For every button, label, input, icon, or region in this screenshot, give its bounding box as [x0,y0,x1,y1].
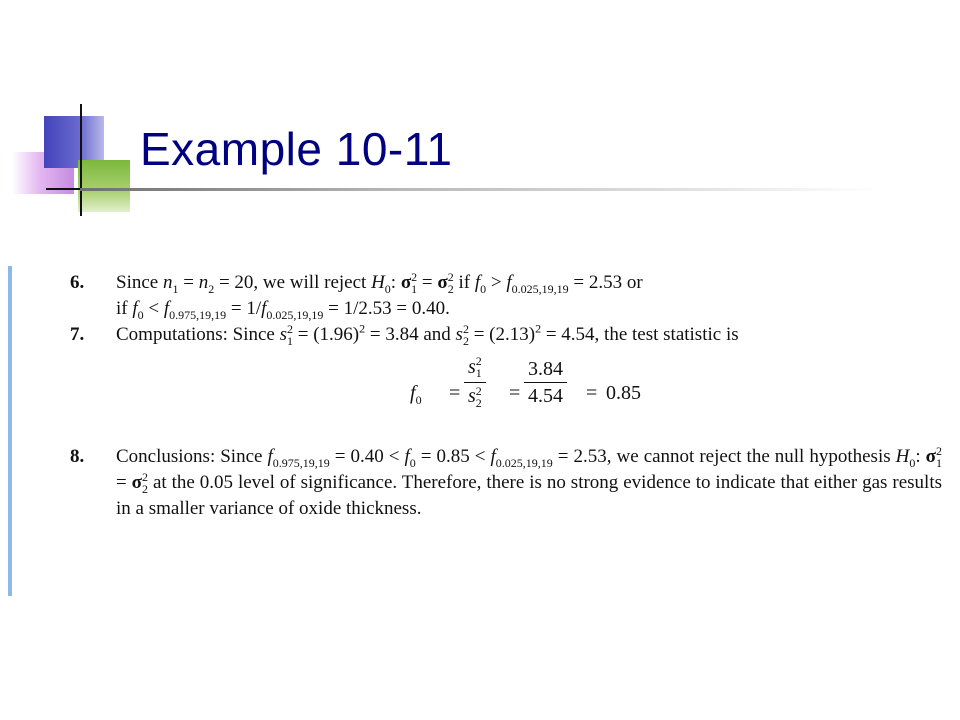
test-statistic-value: 0.85 [606,382,641,404]
slide-title: Example 10-11 [140,123,453,175]
step-7-line-1: Computations: Since s 2 1 = $(1.96)^2 = 3.84$ and s 2 2 = $(2.13)^2 = 4.54$, the test statistic is [116,321,739,348]
content-accent-bar [8,266,12,596]
test-statistic-equation: $f_0$ = s 2 1 s 2 2 = $\frac{3.84}{4.54}$ = 0.85 [410,354,641,410]
step-6-line-2: if $f_0 < f_{0.975,19,19} = 1/f_{0.025,19,19} = 1/2.53 = 0.40$. [116,298,450,322]
step-7 [70,322,950,434]
ornament-vertical-line [80,104,82,216]
equation-lhs: $f_0$ [410,382,422,407]
step-6 [70,270,950,322]
title-underline [80,188,880,191]
ornament-horizontal-line [46,188,80,190]
step-6-line-1: Since $n_1 = n_2 = 20$, we will reject $H_0$: σ 2 1 = σ 2 2 if $f_0 > f_{0.025,19,19} = 2.53$ or [116,269,643,296]
step-8-paragraph: Conclusions: Since $f_{0.975,19,19} = 0.40 < f_0 = 0.85 < f_{0.025,19,19} = 2.53$, we cannot reject the null hypothesis $H_0$: σ 2 1 = σ 2 2 at the 0.05 level of significance. Therefore, there is no strong evidence to indicate that either gas results in a smaller variance of oxide thickness. [116,443,943,519]
slide-content [70,270,950,522]
step-8 [70,444,942,522]
numeric-ratio-fraction: $\frac{3.84}{4.54}$ [524,358,567,407]
step-number: 7. [70,324,85,345]
ornament-green-square [78,160,130,212]
variance-ratio-fraction: s 2 1 s 2 2 [464,356,486,410]
step-number: 6. [70,272,85,293]
step-number: 8. [70,446,85,467]
title-ornament [0,0,140,240]
